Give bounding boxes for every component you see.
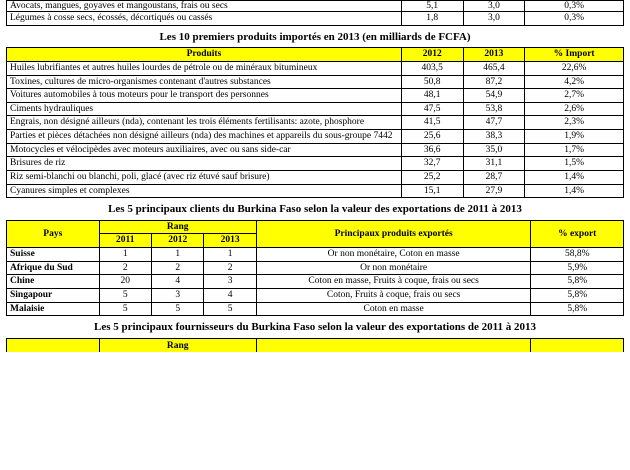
cell-pct: 1,9% <box>525 130 624 144</box>
table-row <box>7 248 624 262</box>
cell-2013: 31,1 <box>463 157 525 171</box>
cell-pct-export: 5,9% <box>531 261 624 275</box>
cell-2012: 47,5 <box>401 102 463 116</box>
table-row <box>7 157 624 171</box>
top-partial-table <box>6 0 624 11</box>
cell-rang-2012: 5 <box>151 302 203 316</box>
header-2012: 2012 <box>401 48 463 62</box>
cell-produits: Coton en masse <box>256 302 531 316</box>
cell-2012: 36,6 <box>401 143 463 157</box>
cell-produit: Motocycles et vélocipèdes avec moteurs auxiliaires, avec ou sans side-car <box>7 143 402 157</box>
cell-rang-2011: 2 <box>99 261 151 275</box>
cell-2013: 87,2 <box>463 75 525 89</box>
cell-2013: 35,0 <box>463 143 525 157</box>
cell-pct: 0,3% <box>525 12 624 26</box>
header-pays <box>7 338 100 352</box>
table-row <box>7 89 624 103</box>
cell-pays: Afrique du Sud <box>7 261 100 275</box>
cell-2012: 48,1 <box>401 89 463 103</box>
cell-produit: Avocats, mangues, goyaves et mangoustans, frais ou secs <box>7 1 402 12</box>
header-2013: 2013 <box>463 48 525 62</box>
cell-rang-2013: 3 <box>204 275 256 289</box>
cell-pct: 22,6% <box>525 61 624 75</box>
cell-produits: Coton en masse, Fruits à coque, frais ou secs <box>256 275 531 289</box>
header-year-2013: 2013 <box>204 234 256 248</box>
cell-produit: Ciments hydrauliques <box>7 102 402 116</box>
cell-pays: Chine <box>7 275 100 289</box>
cell-2013: 28,7 <box>463 170 525 184</box>
cell-2013: 3,0 <box>463 12 525 26</box>
table-row <box>7 275 624 289</box>
cell-rang-2011: 20 <box>99 275 151 289</box>
cell-produit: Cyanures simples et complexes <box>7 184 402 198</box>
header-produits-exportes: Principaux produits exportés <box>256 220 531 247</box>
cell-rang-2013: 4 <box>204 288 256 302</box>
table-row <box>7 288 624 302</box>
cell-pct: 2,6% <box>525 102 624 116</box>
cell-pct: 2,3% <box>525 116 624 130</box>
table-row <box>7 12 624 26</box>
table-row <box>7 1 624 12</box>
cell-2012: 5,1 <box>401 1 463 12</box>
imports-table <box>6 47 624 198</box>
cell-rang-2012: 4 <box>151 275 203 289</box>
cell-pct-export: 5,8% <box>531 302 624 316</box>
cell-2013: 53,8 <box>463 102 525 116</box>
cell-2012: 25,6 <box>401 130 463 144</box>
cell-rang-2012: 1 <box>151 248 203 262</box>
cell-2013: 465,4 <box>463 61 525 75</box>
cell-pct: 0,3% <box>525 1 624 12</box>
header-produits-exportes <box>256 338 531 352</box>
cell-produits: Or non monétaire, Coton en masse <box>256 248 531 262</box>
cell-pct: 1,5% <box>525 157 624 171</box>
cell-2012: 403,5 <box>401 61 463 75</box>
cell-pays: Suisse <box>7 248 100 262</box>
header-pct-export <box>531 338 624 352</box>
cell-pays: Malaisie <box>7 302 100 316</box>
cell-pct: 4,2% <box>525 75 624 89</box>
top-partial-table-second-row <box>6 11 624 26</box>
table-row <box>7 170 624 184</box>
cell-2013: 27,9 <box>463 184 525 198</box>
cell-2013: 38,3 <box>463 130 525 144</box>
suppliers-table <box>6 338 624 352</box>
table-row <box>7 75 624 89</box>
cell-produit: Légumes à cosse secs, écossés, décortiqués ou cassés <box>7 12 402 26</box>
clients-table-body <box>7 248 624 316</box>
cell-pct: 1,7% <box>525 143 624 157</box>
imports-table-body <box>7 61 624 197</box>
cell-rang-2011: 1 <box>99 248 151 262</box>
header-year-2012: 2012 <box>151 234 203 248</box>
cell-produit: Riz semi-blanchi ou blanchi, poli, glacé (avec riz étuvé sauf brisure) <box>7 170 402 184</box>
header-pays: Pays <box>7 220 100 247</box>
cell-produit: Voitures automobiles à tous moteurs pour le transport des personnes <box>7 89 402 103</box>
cell-produit: Parties et pièces détachées non désigné ailleurs (nda) des machines et appareils du sous-groupe 7442 <box>7 130 402 144</box>
cell-pct: 2,7% <box>525 89 624 103</box>
cell-rang-2012: 3 <box>151 288 203 302</box>
table-row <box>7 261 624 275</box>
cell-2012: 50,8 <box>401 75 463 89</box>
imports-section-title: Les 10 premiers produits importés en 2013 (en milliards de FCFA) <box>159 30 471 43</box>
cell-rang-2013: 2 <box>204 261 256 275</box>
cell-pct-export: 5,8% <box>531 275 624 289</box>
header-pct-import: % Import <box>525 48 624 62</box>
header-rang: Rang <box>99 338 256 352</box>
cell-produit: Toxines, cultures de micro-organismes contenant d'autres substances <box>7 75 402 89</box>
imports-table-header-row <box>7 48 624 62</box>
table-row <box>7 61 624 75</box>
table-row <box>7 302 624 316</box>
clients-table <box>6 220 624 316</box>
cell-pct-export: 5,8% <box>531 288 624 302</box>
table-row <box>7 102 624 116</box>
table-row <box>7 184 624 198</box>
cell-2012: 41,5 <box>401 116 463 130</box>
cell-produits: Or non monétaire <box>256 261 531 275</box>
cell-2013: 47,7 <box>463 116 525 130</box>
header-rang: Rang <box>99 220 256 234</box>
cell-rang-2011: 5 <box>99 288 151 302</box>
suppliers-table-header-row <box>7 338 624 352</box>
cell-pays: Singapour <box>7 288 100 302</box>
cell-2012: 32,7 <box>401 157 463 171</box>
header-pct-export: % export <box>531 220 624 247</box>
cell-2012: 25,2 <box>401 170 463 184</box>
cell-2013: 3,0 <box>463 1 525 12</box>
cell-2013: 54,9 <box>463 89 525 103</box>
suppliers-table-clip <box>6 338 624 352</box>
cell-rang-2013: 1 <box>204 248 256 262</box>
cell-produit: Huiles lubrifiantes et autres huiles lourdes de pétrole ou de minéraux bitumineux <box>7 61 402 75</box>
cell-rang-2012: 2 <box>151 261 203 275</box>
clients-section-title: Les 5 principaux clients du Burkina Faso selon la valeur des exportations de 2011 à 2013 <box>108 203 522 216</box>
cell-produits: Coton, Fruits à coque, frais ou secs <box>256 288 531 302</box>
cell-2012: 1,8 <box>401 12 463 26</box>
cell-rang-2011: 5 <box>99 302 151 316</box>
suppliers-section-title: Les 5 principaux fournisseurs du Burkina Faso selon la valeur des exportations de 2011 à 2013 <box>94 321 536 334</box>
clients-table-header-row <box>7 220 624 234</box>
table-row <box>7 143 624 157</box>
cell-pct: 1,4% <box>525 170 624 184</box>
cell-2012: 15,1 <box>401 184 463 198</box>
cell-pct-export: 58,8% <box>531 248 624 262</box>
cell-rang-2013: 5 <box>204 302 256 316</box>
table-row <box>7 116 624 130</box>
header-year-2011: 2011 <box>99 234 151 248</box>
cell-pct: 1,4% <box>525 184 624 198</box>
top-partial-table-clip <box>6 0 624 11</box>
cell-produit: Brisures de riz <box>7 157 402 171</box>
table-row <box>7 130 624 144</box>
cell-produit: Engrais, non désigné ailleurs (nda), contenant les trois éléments fertilisants: azote, phosphore <box>7 116 402 130</box>
header-produits: Produits <box>7 48 402 62</box>
